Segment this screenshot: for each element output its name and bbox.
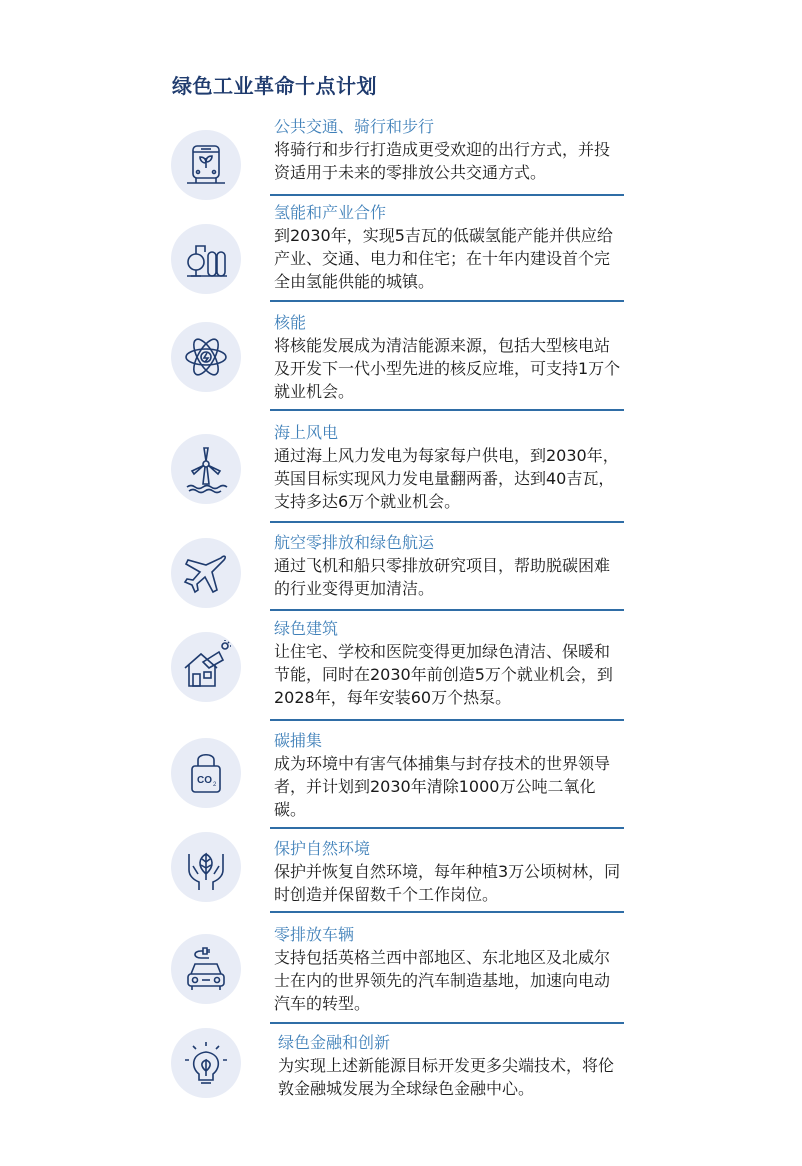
divider	[270, 911, 624, 913]
divider	[270, 827, 624, 829]
divider	[270, 409, 624, 411]
item-title: 零排放车辆	[274, 925, 355, 944]
item-title: 绿色金融和创新	[278, 1033, 391, 1052]
electric-car-icon	[171, 934, 241, 1004]
page-title: 绿色工业革命十点计划	[172, 74, 377, 98]
item-title: 绿色建筑	[274, 619, 339, 638]
bus-leaf-icon	[171, 130, 241, 200]
divider	[270, 521, 624, 523]
hydrogen-plant-icon	[171, 224, 241, 294]
item-title: 公共交通、骑行和步行	[274, 117, 435, 136]
house-solar-icon	[171, 632, 241, 702]
co2-subscript: 2	[213, 782, 217, 788]
item-body: 通过海上风力发电为每家每户供电，到2030年，英国目标实现风力发电量翻两番，达到40吉瓦，支持多达6万个就业机会。	[274, 446, 619, 511]
hands-leaf-icon	[171, 832, 241, 902]
item-title: 航空零排放和绿色航运	[274, 533, 435, 552]
item-title: 核能	[274, 313, 307, 332]
item-title: 保护自然环境	[274, 839, 371, 858]
divider	[270, 609, 624, 611]
co2-label: CO	[197, 775, 212, 786]
item-body: 将核能发展成为清洁能源来源，包括大型核电站及开发下一代小型先进的核反应堆，可支持1万个就业机会。	[274, 336, 621, 401]
divider	[270, 719, 624, 721]
item-title: 氢能和产业合作	[274, 203, 387, 222]
co2-lock-icon	[171, 738, 241, 808]
item-body: 为实现上述新能源目标开发更多尖端技术，将伦敦金融城发展为全球绿色金融中心。	[278, 1056, 615, 1098]
atom-icon	[171, 322, 241, 392]
lightbulb-leaf-icon	[171, 1028, 241, 1098]
divider	[270, 300, 624, 302]
item-body: 到2030年，实现5吉瓦的低碳氢能产能并供应给产业、交通、电力和住宅；在十年内建设首个完全由氢能供能的城镇。	[274, 226, 613, 291]
item-title: 海上风电	[274, 423, 339, 442]
divider	[270, 1022, 624, 1024]
item-body: 保护并恢复自然环境，每年种植3万公顷树林，同时创造并保留数千个工作岗位。	[274, 862, 621, 904]
wind-turbine-icon	[171, 434, 241, 504]
divider	[270, 194, 624, 196]
item-body: 支持包括英格兰西中部地区、东北地区及北威尔士在内的世界领先的汽车制造基地，加速向电动汽车的转型。	[274, 948, 611, 1013]
item-body: 成为环境中有害气体捕集与封存技术的世界领导者，并计划到2030年清除1000万公吨二氧化碳。	[274, 754, 611, 819]
item-title: 碳捕集	[274, 731, 323, 750]
item-body: 通过飞机和船只零排放研究项目，帮助脱碳困难的行业变得更加清洁。	[274, 556, 611, 598]
item-body: 将骑行和步行打造成更受欢迎的出行方式，并投资适用于未来的零排放公共交通方式。	[274, 140, 611, 182]
item-body: 让住宅、学校和医院变得更加绿色清洁、保暖和节能，同时在2030年前创造5万个就业机会，到2028年，每年安装60万个热泵。	[274, 642, 613, 707]
airplane-icon	[171, 538, 241, 608]
